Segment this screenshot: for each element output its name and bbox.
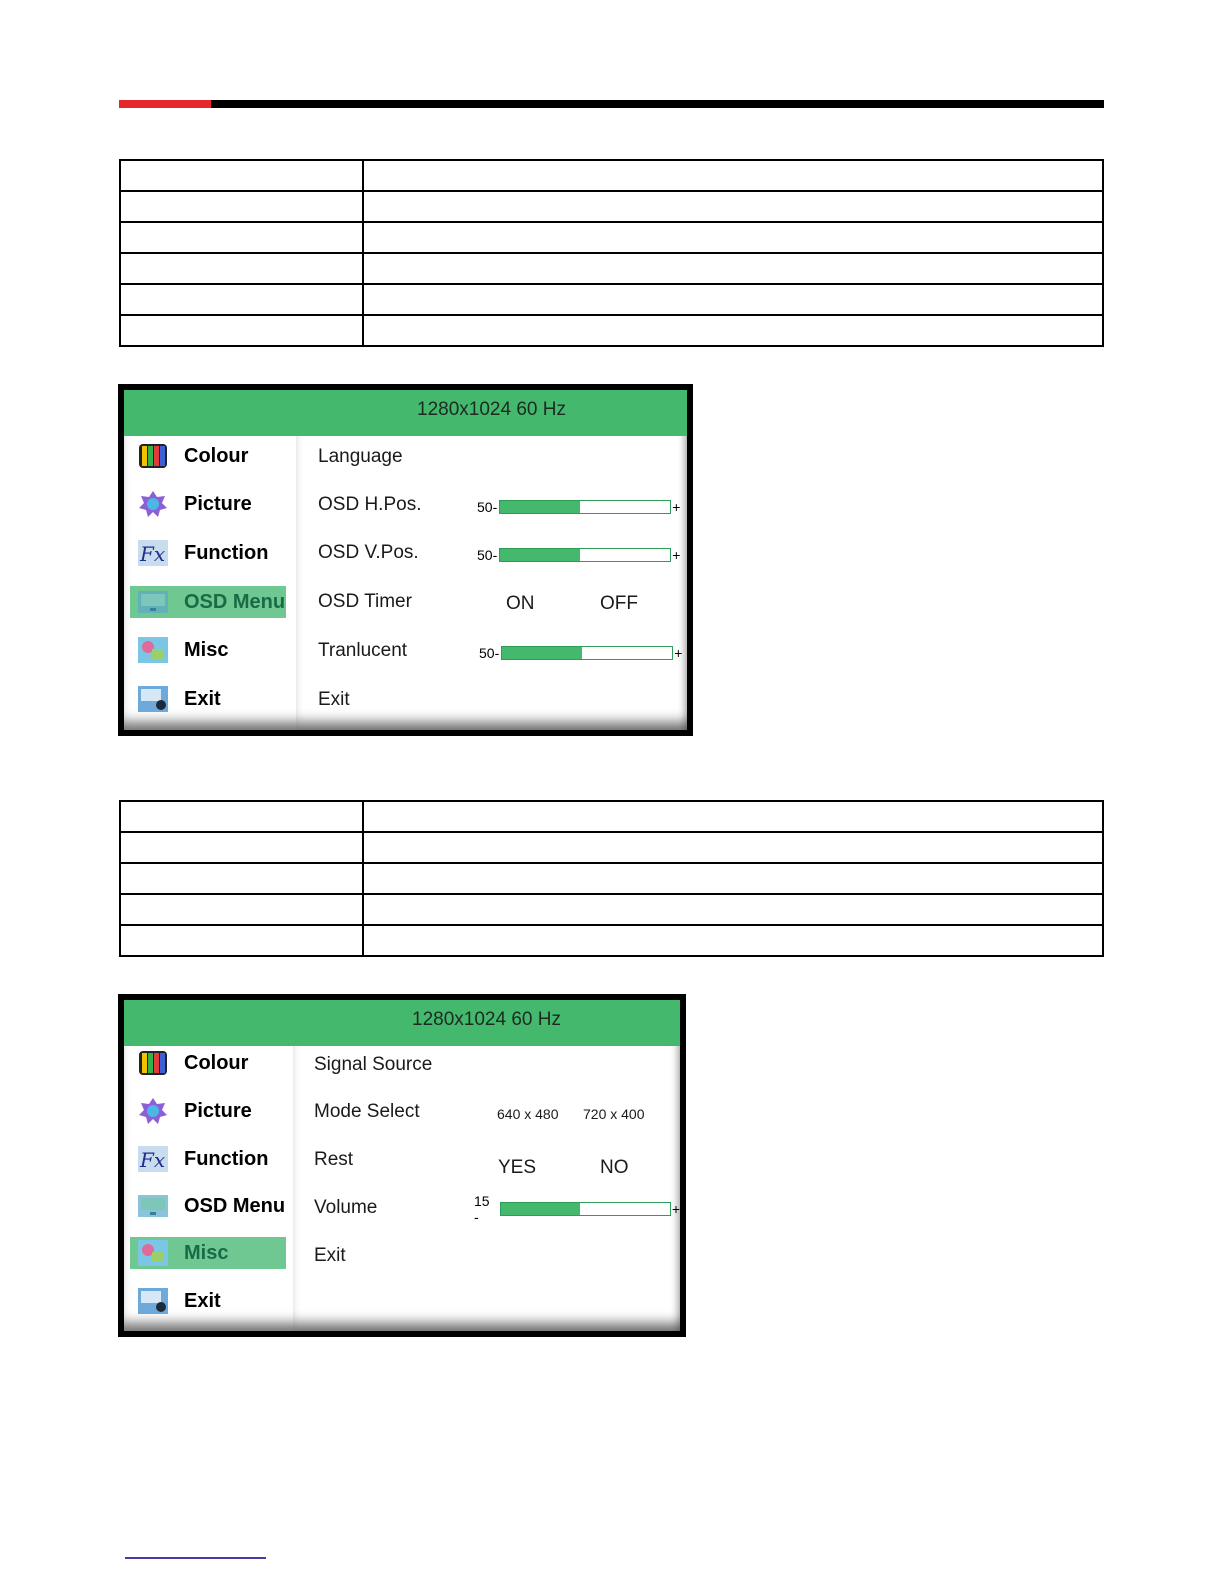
header-rule-accent: [119, 100, 211, 108]
menu-item-colour[interactable]: [130, 1047, 286, 1079]
option-signal-source[interactable]: Signal Source: [314, 1054, 433, 1075]
table-row: [120, 191, 1103, 222]
volume-plus: +: [671, 1201, 680, 1217]
misc-icon: [138, 1240, 168, 1266]
menu-item-misc[interactable]: [130, 1237, 286, 1269]
reset-yes-option[interactable]: YES: [498, 1157, 537, 1178]
menu-item-label: Picture: [184, 492, 252, 515]
osd-menu-icon: [138, 589, 168, 615]
table-cell: [363, 222, 1103, 253]
picture-sun-icon: [138, 491, 168, 517]
table-cell: [120, 925, 363, 956]
table-cell: [363, 894, 1103, 925]
vpos-value: 50-: [477, 547, 498, 563]
menu-item-label: Function: [184, 541, 269, 564]
menu-item-label: Function: [184, 1147, 269, 1170]
menu-item-label: Exit: [184, 687, 221, 710]
timer-on-option[interactable]: ON: [506, 593, 535, 614]
table-cell: [120, 894, 363, 925]
volume-value: 15 -: [474, 1193, 490, 1225]
table-cell: [363, 284, 1103, 315]
mode-640x480-option[interactable]: 640 x 480: [497, 1106, 559, 1122]
table-cell: [120, 832, 363, 863]
table-cell: [120, 222, 363, 253]
menu-item-picture[interactable]: [130, 1095, 286, 1127]
menu-item-label: OSD Menu: [184, 590, 286, 613]
translucent-slider[interactable]: [479, 645, 682, 661]
menu-item-colour[interactable]: [130, 440, 286, 472]
table-cell: [363, 253, 1103, 284]
table-row: [120, 863, 1103, 894]
menu-item-label: OSD Menu: [184, 1194, 286, 1217]
table-row: [120, 801, 1103, 832]
table-cell: [120, 863, 363, 894]
option-mode-select[interactable]: Mode Select: [314, 1101, 420, 1122]
option-translucent[interactable]: Tranlucent: [318, 640, 408, 661]
table-row: [120, 894, 1103, 925]
menu-item-misc[interactable]: [130, 634, 286, 666]
menu-item-picture[interactable]: [130, 488, 286, 520]
function-fx-icon: [138, 540, 168, 566]
colour-bars-icon: [138, 443, 168, 469]
translucent-track: [501, 646, 673, 660]
table-row: [120, 222, 1103, 253]
menu-item-function[interactable]: [130, 1143, 286, 1175]
table-row: [120, 832, 1103, 863]
table-cell: [120, 253, 363, 284]
osd-content-panel: [296, 390, 687, 730]
settings-table-1: [119, 159, 1104, 347]
menu-item-label: Colour: [184, 1051, 249, 1074]
hpos-track: [499, 500, 671, 514]
footer-link-underline: [125, 1557, 266, 1559]
hpos-fill: [500, 501, 580, 513]
menu-item-label: Picture: [184, 1099, 252, 1122]
svg-text:Fx: Fx: [140, 542, 166, 566]
function-fx-icon: [138, 1146, 168, 1172]
translucent-fill: [502, 647, 582, 659]
table-cell: [120, 160, 363, 191]
option-exit[interactable]: Exit: [314, 1245, 346, 1266]
table-cell: [363, 863, 1103, 894]
resolution-header: 1280x1024 60 Hz: [293, 1000, 680, 1046]
menu-item-label: Misc: [184, 1241, 229, 1264]
translucent-value: 50-: [479, 645, 500, 661]
svg-text:Fx: Fx: [140, 1148, 166, 1172]
option-osd-hpos[interactable]: OSD H.Pos.: [318, 494, 422, 515]
timer-off-option[interactable]: OFF: [600, 593, 638, 614]
hpos-plus: +: [672, 499, 681, 515]
option-osd-timer[interactable]: OSD Timer: [318, 591, 412, 612]
option-language[interactable]: Language: [318, 446, 403, 467]
volume-slider[interactable]: [474, 1193, 680, 1225]
hpos-value: 50-: [477, 499, 498, 515]
table-row: [120, 253, 1103, 284]
table-cell: [363, 832, 1103, 863]
table-cell: [120, 315, 363, 346]
table-cell: [363, 925, 1103, 956]
option-exit[interactable]: Exit: [318, 689, 350, 710]
menu-item-osd-menu[interactable]: [130, 586, 286, 618]
volume-fill: [501, 1203, 580, 1215]
hpos-slider[interactable]: [477, 499, 680, 515]
settings-table-2: [119, 800, 1104, 957]
table-cell: [120, 191, 363, 222]
exit-icon: [138, 686, 168, 712]
table-cell: [363, 315, 1103, 346]
vpos-plus: +: [672, 547, 681, 563]
table-row: [120, 284, 1103, 315]
exit-icon: [138, 1288, 168, 1314]
table-cell: [120, 801, 363, 832]
volume-track: [500, 1202, 671, 1216]
table-cell: [363, 801, 1103, 832]
table-cell: [363, 160, 1103, 191]
resolution-header: 1280x1024 60 Hz: [296, 390, 687, 436]
menu-item-function[interactable]: [130, 537, 286, 569]
vpos-slider[interactable]: [477, 547, 680, 563]
reset-no-option[interactable]: NO: [600, 1157, 629, 1178]
option-volume[interactable]: Volume: [314, 1197, 378, 1218]
osd-content-panel: [293, 1000, 680, 1331]
header-rule: [119, 100, 1104, 108]
misc-icon: [138, 637, 168, 663]
menu-item-label: Exit: [184, 1289, 221, 1312]
picture-sun-icon: [138, 1098, 168, 1124]
menu-item-label: Misc: [184, 638, 229, 661]
table-row: [120, 925, 1103, 956]
osd-menu-screenshot: [118, 384, 693, 736]
osd-menu-icon: [138, 1193, 168, 1219]
menu-item-exit[interactable]: [130, 1285, 286, 1317]
vpos-fill: [500, 549, 580, 561]
misc-menu-screenshot: [118, 994, 686, 1337]
option-osd-vpos[interactable]: OSD V.Pos.: [318, 542, 419, 563]
mode-720x400-option[interactable]: 720 x 400: [583, 1106, 645, 1122]
colour-bars-icon: [138, 1050, 168, 1076]
vpos-track: [499, 548, 671, 562]
menu-item-label: Colour: [184, 444, 249, 467]
translucent-plus: +: [674, 645, 683, 661]
menu-item-exit[interactable]: [130, 683, 286, 715]
menu-item-osd-menu[interactable]: [130, 1190, 286, 1222]
option-reset[interactable]: Rest: [314, 1149, 354, 1170]
table-row: [120, 315, 1103, 346]
table-row: [120, 160, 1103, 191]
table-cell: [363, 191, 1103, 222]
table-cell: [120, 284, 363, 315]
